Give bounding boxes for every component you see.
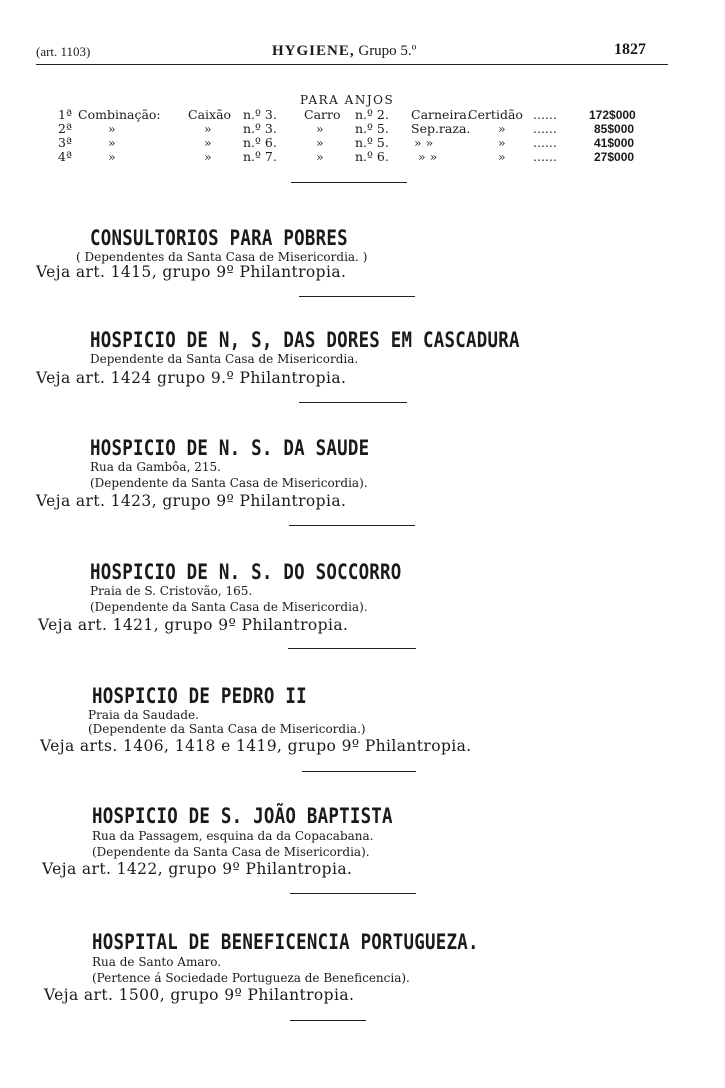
row-label: Combinação: [78, 107, 161, 122]
section-rule [290, 1020, 366, 1021]
row-burial-type: Carneira. [411, 107, 471, 122]
row-carro: » [316, 121, 324, 136]
row-price: 172$000 [589, 108, 636, 122]
entry-reference: Veja art. 1500, grupo 9º Philantropia. [44, 986, 355, 1004]
section-rule [291, 182, 407, 183]
table-row [58, 108, 658, 122]
row-label: » [108, 135, 116, 150]
table-row [58, 136, 658, 150]
row-carro: » [316, 149, 324, 164]
entry-reference: Veja art. 1423, grupo 9º Philantropia. [36, 492, 347, 510]
row-burial-type: » » [414, 135, 434, 150]
running-head-article: (art. 1103) [36, 44, 91, 59]
running-head-group: Grupo 5.º [358, 43, 417, 59]
entry-note: (Dependente da Santa Casa de Misericordia). [92, 845, 370, 859]
section-rule [302, 771, 416, 772]
row-label: » [108, 121, 116, 136]
row-caixao: » [204, 135, 212, 150]
entry-note: (Dependente da Santa Casa de Misericordia). [90, 600, 368, 614]
table-row [58, 122, 658, 136]
row-carro-number: n.º 6. [355, 149, 389, 164]
row-ordinal: 1ª [58, 107, 72, 122]
section-rule [290, 893, 416, 894]
row-burial-type: » » [418, 149, 438, 164]
entry-reference: Veja art. 1421, grupo 9º Philantropia. [38, 616, 349, 634]
entry-title: HOSPICIO DE N. S. DA SAUDE [90, 436, 370, 460]
table-title: PARA ANJOS [300, 93, 395, 107]
entry-reference: Veja art. 1422, grupo 9º Philantropia. [42, 860, 353, 878]
entry-title: HOSPICIO DE N, S, DAS DORES EM CASCADURA [90, 328, 520, 352]
page-number: 1827 [614, 41, 646, 58]
row-leader-dots: ...... [533, 121, 557, 136]
running-head-section: HYGIENE, [272, 43, 355, 59]
row-label: » [108, 149, 116, 164]
row-caixao: » [204, 149, 212, 164]
section-rule [289, 525, 415, 526]
entry-note: (Pertence á Sociedade Portugueza de Beneficencia). [92, 971, 410, 985]
entry-title: HOSPICIO DE PEDRO II [92, 684, 307, 708]
row-caixao-number: n.º 3. [243, 107, 277, 122]
row-caixao: » [204, 121, 212, 136]
header-rule [36, 64, 668, 65]
entry-title: HOSPICIO DE N. S. DO SOCCORRO [90, 560, 402, 584]
row-price: 27$000 [594, 150, 635, 164]
row-ordinal: 2ª [58, 121, 72, 136]
row-caixao-number: n.º 3. [243, 121, 277, 136]
section-rule [288, 648, 416, 649]
entry-title: HOSPICIO DE S. JOÃO BAPTISTA [92, 804, 393, 828]
row-caixao: Caixão [188, 107, 232, 122]
row-certidao: » [498, 149, 506, 164]
entry-note: ( Dependentes da Santa Casa de Misericordia. ) [76, 250, 368, 264]
table-row [58, 150, 658, 164]
row-caixao-number: n.º 6. [243, 135, 277, 150]
entry-address: Praia da Saudade. [88, 708, 199, 722]
row-carro: Carro [304, 107, 341, 122]
row-carro-number: n.º 5. [355, 121, 389, 136]
entry-title: CONSULTORIOS PARA POBRES [90, 226, 348, 250]
row-carro-number: n.º 5. [355, 135, 389, 150]
entry-address: Rua da Gambôa, 215. [90, 460, 221, 474]
entry-note: Dependente da Santa Casa de Misericordia. [90, 352, 359, 366]
row-price: 85$000 [594, 122, 635, 136]
section-rule [299, 296, 415, 297]
running-head-title [272, 43, 416, 60]
entry-address: Rua de Santo Amaro. [92, 955, 222, 969]
row-certidao: Certidão [468, 107, 523, 122]
section-rule [299, 402, 407, 403]
entry-address: Praia de S. Cristovão, 165. [90, 584, 253, 598]
entry-reference: Veja art. 1424 grupo 9.º Philantropia. [36, 369, 347, 387]
row-carro-number: n.º 2. [355, 107, 389, 122]
entry-reference: Veja arts. 1406, 1418 e 1419, grupo 9º Philantropia. [40, 737, 472, 755]
entry-address: Rua da Passagem, esquina da da Copacabana. [92, 829, 374, 843]
row-price: 41$000 [594, 136, 635, 150]
row-ordinal: 3ª [58, 135, 72, 150]
entry-note: (Dependente da Santa Casa de Misericordia). [90, 476, 368, 490]
row-caixao-number: n.º 7. [243, 149, 277, 164]
entry-title: HOSPITAL DE BENEFICENCIA PORTUGUEZA. [92, 930, 479, 954]
row-carro: » [316, 135, 324, 150]
row-certidao: » [498, 121, 506, 136]
row-leader-dots: ...... [533, 135, 557, 150]
row-leader-dots: ...... [533, 149, 557, 164]
row-certidao: » [498, 135, 506, 150]
entry-reference: Veja art. 1415, grupo 9º Philantropia. [36, 263, 347, 281]
row-ordinal: 4ª [58, 149, 72, 164]
row-leader-dots: ...... [533, 107, 557, 122]
row-burial-type: Sep.raza. [411, 121, 471, 136]
entry-note: (Dependente da Santa Casa de Misericordia.) [88, 722, 366, 736]
